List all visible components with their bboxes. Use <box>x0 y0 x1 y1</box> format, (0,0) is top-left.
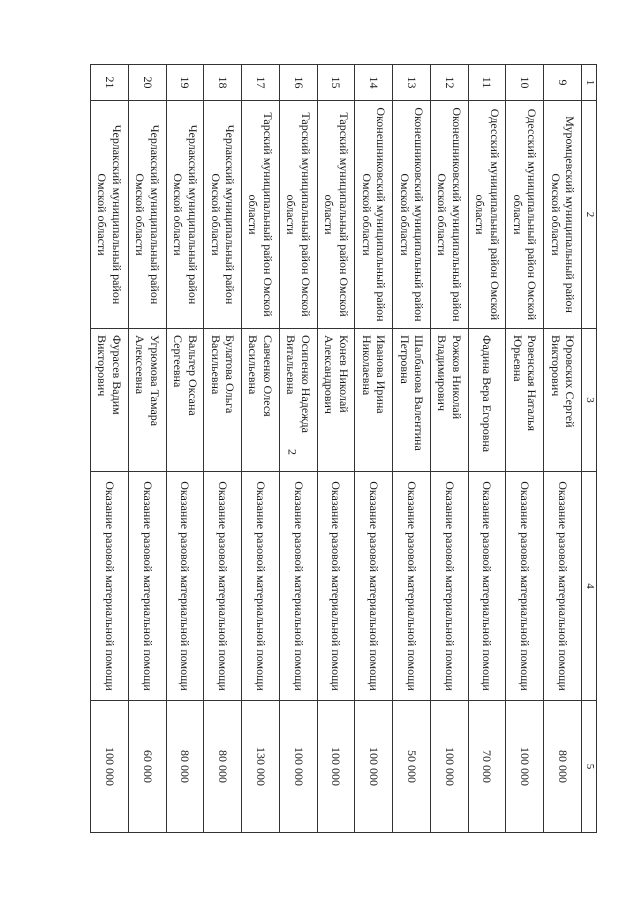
row-number-cell: 20 <box>128 65 166 101</box>
purpose-cell: Оказание разовой материальной помощи <box>506 472 544 701</box>
purpose-cell: Оказание разовой материальной помощи <box>166 472 204 701</box>
purpose-cell: Оказание разовой материальной помощи <box>544 472 582 701</box>
table-row <box>430 65 468 833</box>
column-header: 3 <box>582 329 597 472</box>
purpose-cell: Оказание разовой материальной помощи <box>204 472 242 701</box>
recipient-name-cell: Вальтер Оксана Сергеевна <box>166 329 204 472</box>
row-number-cell: 14 <box>355 65 393 101</box>
amount-cell: 100 000 <box>355 701 393 833</box>
table-row <box>204 65 242 833</box>
page-number-text: 2 <box>285 449 300 455</box>
amount-cell: 100 000 <box>506 701 544 833</box>
purpose-cell: Оказание разовой материальной помощи <box>430 472 468 701</box>
purpose-cell: Оказание разовой материальной помощи <box>317 472 355 701</box>
table-row <box>393 65 431 833</box>
purpose-cell: Оказание разовой материальной помощи <box>393 472 431 701</box>
table-row <box>355 65 393 833</box>
table-row <box>279 65 317 833</box>
district-cell: Тарский муниципальный район Омской области <box>279 101 317 329</box>
recipient-name-cell: Угрюмова Тамара Алексеевна <box>128 329 166 472</box>
purpose-cell: Оказание разовой материальной помощи <box>91 472 129 701</box>
amount-cell: 80 000 <box>166 701 204 833</box>
rotated-table-container <box>90 64 597 832</box>
purpose-cell: Оказание разовой материальной помощи <box>128 472 166 701</box>
row-number-cell: 18 <box>204 65 242 101</box>
recipient-name-cell: Юровских Сергей Викторович <box>544 329 582 472</box>
recipient-name-cell: Осипенко Надежда Витальевна <box>279 329 317 472</box>
column-header: 1 <box>582 65 597 101</box>
amount-cell: 100 000 <box>91 701 129 833</box>
recipient-name-cell: Савченко Олеся Васильевна <box>242 329 280 472</box>
row-number-cell: 21 <box>91 65 129 101</box>
table-row <box>128 65 166 833</box>
district-cell: Оконешниковский муниципальный район Омской области <box>355 101 393 329</box>
district-cell: Муромцевский муниципальный район Омской области <box>544 101 582 329</box>
recipient-name-cell: Фадина Вера Егоровна <box>468 329 506 472</box>
recipient-name-cell: Иванова Ирина Николаевна <box>355 329 393 472</box>
amount-cell: 130 000 <box>242 701 280 833</box>
table-row <box>166 65 204 833</box>
district-cell: Тарский муниципальный район Омской области <box>317 101 355 329</box>
district-cell: Черлакский муниципальный район Омской области <box>91 101 129 329</box>
district-cell: Черлакский муниципальный район Омской области <box>204 101 242 329</box>
row-number-cell: 9 <box>544 65 582 101</box>
row-number-cell: 10 <box>506 65 544 101</box>
column-header: 2 <box>582 101 597 329</box>
row-number-cell: 15 <box>317 65 355 101</box>
amount-cell: 100 000 <box>430 701 468 833</box>
purpose-cell: Оказание разовой материальной помощи <box>355 472 393 701</box>
purpose-cell: Оказание разовой материальной помощи <box>279 472 317 701</box>
table-row <box>242 65 280 833</box>
amount-cell: 50 000 <box>393 701 431 833</box>
amount-cell: 80 000 <box>544 701 582 833</box>
amount-cell: 70 000 <box>468 701 506 833</box>
table-row <box>468 65 506 833</box>
table-row <box>544 65 582 833</box>
recipient-name-cell: Рожков Николай Владимирович <box>430 329 468 472</box>
row-number-cell: 16 <box>279 65 317 101</box>
row-number-cell: 19 <box>166 65 204 101</box>
recipient-name-cell: Шалбанова Валентина Петровна <box>393 329 431 472</box>
district-cell: Одесский муниципальный район Омской области <box>468 101 506 329</box>
column-header: 5 <box>582 701 597 833</box>
recipient-name-cell: Конев Николай Александрович <box>317 329 355 472</box>
document-table-area <box>90 64 597 832</box>
amount-cell: 100 000 <box>279 701 317 833</box>
table-row <box>506 65 544 833</box>
row-number-cell: 12 <box>430 65 468 101</box>
header-row <box>582 65 597 833</box>
table-body <box>91 65 582 833</box>
column-header: 4 <box>582 472 597 701</box>
amount-cell: 80 000 <box>204 701 242 833</box>
recipient-name-cell: Ровенская Наталья Юрьевна <box>506 329 544 472</box>
district-cell: Оконешниковский муниципальный район Омской области <box>430 101 468 329</box>
table-row <box>317 65 355 833</box>
row-number-cell: 13 <box>393 65 431 101</box>
aid-table <box>90 64 597 833</box>
amount-cell: 100 000 <box>317 701 355 833</box>
district-cell: Черлакский муниципальный район Омской области <box>166 101 204 329</box>
row-number-cell: 17 <box>242 65 280 101</box>
amount-cell: 60 000 <box>128 701 166 833</box>
district-cell: Одесский муниципальный район Омской области <box>506 101 544 329</box>
recipient-name-cell: Булатова Ольга Васильевна <box>204 329 242 472</box>
purpose-cell: Оказание разовой материальной помощи <box>242 472 280 701</box>
district-cell: Черлакский муниципальный район Омской области <box>128 101 166 329</box>
district-cell: Тарский муниципальный район Омской области <box>242 101 280 329</box>
purpose-cell: Оказание разовой материальной помощи <box>468 472 506 701</box>
row-number-cell: 11 <box>468 65 506 101</box>
district-cell: Оконешниковский муниципальный район Омской области <box>393 101 431 329</box>
recipient-name-cell: Фурасев Вадим Викторович <box>91 329 129 472</box>
table-row <box>91 65 129 833</box>
